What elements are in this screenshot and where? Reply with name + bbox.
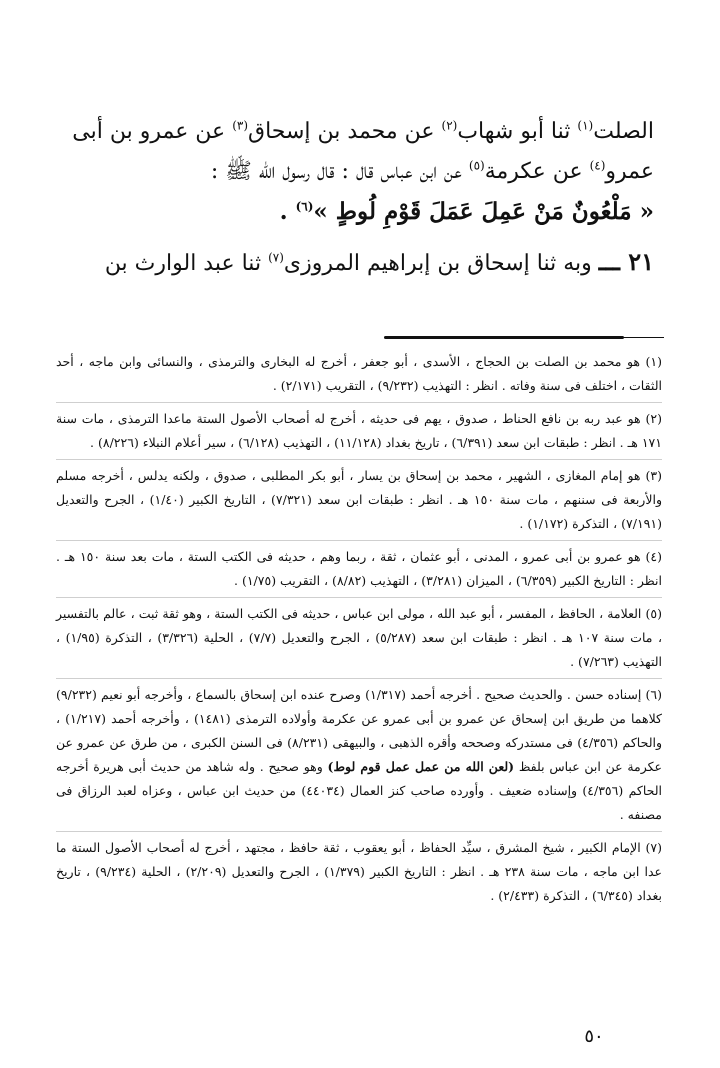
text-fragment: ثنا عبد الوارث بن: [104, 251, 269, 276]
footnote-ref: (٦): [295, 199, 314, 214]
footnote-label: (٤): [645, 549, 662, 564]
footnote-label: (٥): [645, 606, 662, 621]
footnote-label: (٢): [645, 411, 662, 426]
footnote-ref: (٧): [268, 250, 284, 265]
footnote-7: [56, 836, 662, 912]
footnote-ref: (٥): [468, 158, 485, 173]
footnote-ref: (٤): [589, 158, 606, 173]
main-line-2: [62, 152, 654, 192]
text-fragment: .: [279, 198, 296, 225]
footnote-quote: (لعن الله من عمل عمل قوم لوط): [327, 759, 515, 774]
footnote-4: [56, 545, 662, 598]
hadith-number: ٢١ ـــ: [598, 247, 654, 276]
hadith-text: [62, 192, 654, 232]
footnote-ref: (١): [577, 118, 594, 133]
footnote-5: [56, 602, 662, 679]
footnote-label: (٧): [645, 840, 662, 855]
footnote-divider-tail: [622, 337, 664, 338]
text-fragment: عن عكرمة: [484, 159, 590, 184]
main-line-1: [62, 112, 654, 152]
footnote-2: [56, 407, 662, 460]
hadith-quote: « مَلْعُونٌ مَنْ عَمِلَ عَمَلَ قَوْمِ لُوطٍ »: [313, 198, 654, 225]
footnotes: [56, 350, 662, 916]
text-fragment: عمرو: [605, 159, 654, 184]
text-fragment: ثنا أبو شهاب: [457, 119, 578, 144]
footnote-label: (٣): [645, 468, 662, 483]
footnote-text: الإمام الكبير ، شيخ المشرق ، سيِّد الحفاظ ، أبو يعقوب ، ثقة حافظ ، مجتهد ، أخرج له أصحاب الأصول الستة ما عدا ابن ماجه ، مات سنة ٢٣٨ هـ . انظر : التاريخ الكبير (١/٣٧٩) ، الجرح والتعديل (٢/٢٠٩) ، الحلية (٩/٢٣٤) ، تاريخ بغداد (٦/٣٤٥) ، التذكرة (٢/٤٣٣) .: [56, 840, 663, 903]
main-text: [62, 112, 654, 284]
spacer: [62, 232, 654, 242]
footnote-divider: [384, 336, 624, 339]
footnote-text: العلامة ، الحافظ ، المفسر ، أبو عبد الله ، مولى ابن عباس ، حديثه فى الكتب الستة ، وهو ثقة ثبت ، عالم بالتفسير ، مات سنة ١٠٧ هـ . انظر : طبقات ابن سعد (٥/٢٨٧) ، الجرح والتعديل (٧/٧) ، الحلية (٣/٣٢٦) ، التذكرة (١/٩٥) ، التهذيب (٧/٢٦٣) .: [56, 606, 663, 669]
text-fragment: عن عمرو بن أبى: [72, 119, 233, 144]
text-fragment: عن محمد بن إسحاق: [248, 119, 442, 144]
footnote-text: هو محمد بن الصلت بن الحجاج ، الأسدى ، أبو جعفر ، أخرج له البخارى والترمذى ، والنسائى وابن ماجه ، أحد الثقات ، اختلف فى سنة وفاته . انظر : التهذيب (٩/٢٣٢) ، التقريب (٢/١٧١) .: [56, 354, 662, 393]
footnote-text: وهو صحيح . وله شاهد من حديث أبى هريرة أخرجه الحاكم (٤/٣٥٦) وإسناده ضعيف . وأورده صاحب كنز العمال (٤٤٠٣٤) من حديث ابن عباس ، وعزاه لعبد الرزاق فى مصنفه .: [56, 759, 663, 822]
footnote-label: (٦): [645, 687, 663, 702]
page-number: ٥٠: [584, 1026, 604, 1047]
footnote-ref: (٣): [232, 118, 249, 133]
text-fragment: وبه ثنا إسحاق بن إبراهيم المروزى: [283, 251, 599, 276]
footnote-text: هو إمام المغازى ، الشهير ، محمد بن إسحاق بن يسار ، أبو بكر المطلبى ، صدوق ، ولكنه يدلس ، أخرجه مسلم والأربعة فى سننهم ، مات سنة ١٥٠ هـ . انظر : طبقات ابن سعد (٧/٣٢١) ، التاريخ الكبير (١/٤٠) ، الجرح والتعديل (٧/١٩١) ، التذكرة (١/١٧٢) .: [56, 468, 662, 531]
footnote-6: [56, 683, 662, 832]
main-line-4: [62, 242, 654, 284]
footnote-text: هو عمرو بن أبى عمرو ، المدنى ، أبو عثمان ، ثقة ، ربما وهم ، حديثه فى الكتب الستة ، مات بعد سنة ١٥٠ هـ . انظر : التاريخ الكبير (٦/٣٥٩) ، الميزان (٣/٢٨١) ، التهذيب (٨/٨٢) ، التقريب (١/٧٥) .: [56, 549, 662, 588]
footnote-1: [56, 350, 662, 403]
footnote-text: إسناده حسن . والحديث صحيح . أخرجه أحمد (١/٣١٧) وصرح عنده ابن إسحاق بالسماع ، وأخرجه أبو نعيم (٩/٢٣٢) كلاهما من طريق ابن إسحاق عن عمرو بن أبى عمرو عن عكرمة وأولاده الترمذى (١٤٨١) ، وأخرجه أحمد (١/٢١٧) ، والحاكم (٤/٣٥٦) فى مستدركه وصححه وأقره الذهبى ، والبيهقى (٨/٢٣١) فى السنن الكبرى ، من طرق عن عمرو عن عكرمة عن ابن عباس بلفظ: [56, 687, 663, 774]
footnote-text: هو عبد ربه بن نافع الحناط ، صدوق ، يهم فى حديثه ، أخرج له أصحاب الأصول الستة ماعدا الترمذى ، مات سنة ١٧١ هـ . انظر : طبقات ابن سعد (٦/٣٩١) ، تاريخ بغداد (١١/١٢٨) ، التهذيب (٦/١٢٨) ، سير أعلام النبلاء (٨/٢٢٦) .: [56, 411, 662, 450]
footnote-3: [56, 464, 662, 541]
text-fragment: الصلت: [593, 119, 654, 144]
text-fragment: عن ابن عباس قال : قال رسول الله ﷺ :: [210, 159, 469, 184]
footnote-label: (١): [645, 354, 662, 369]
footnote-ref: (٢): [441, 118, 458, 133]
